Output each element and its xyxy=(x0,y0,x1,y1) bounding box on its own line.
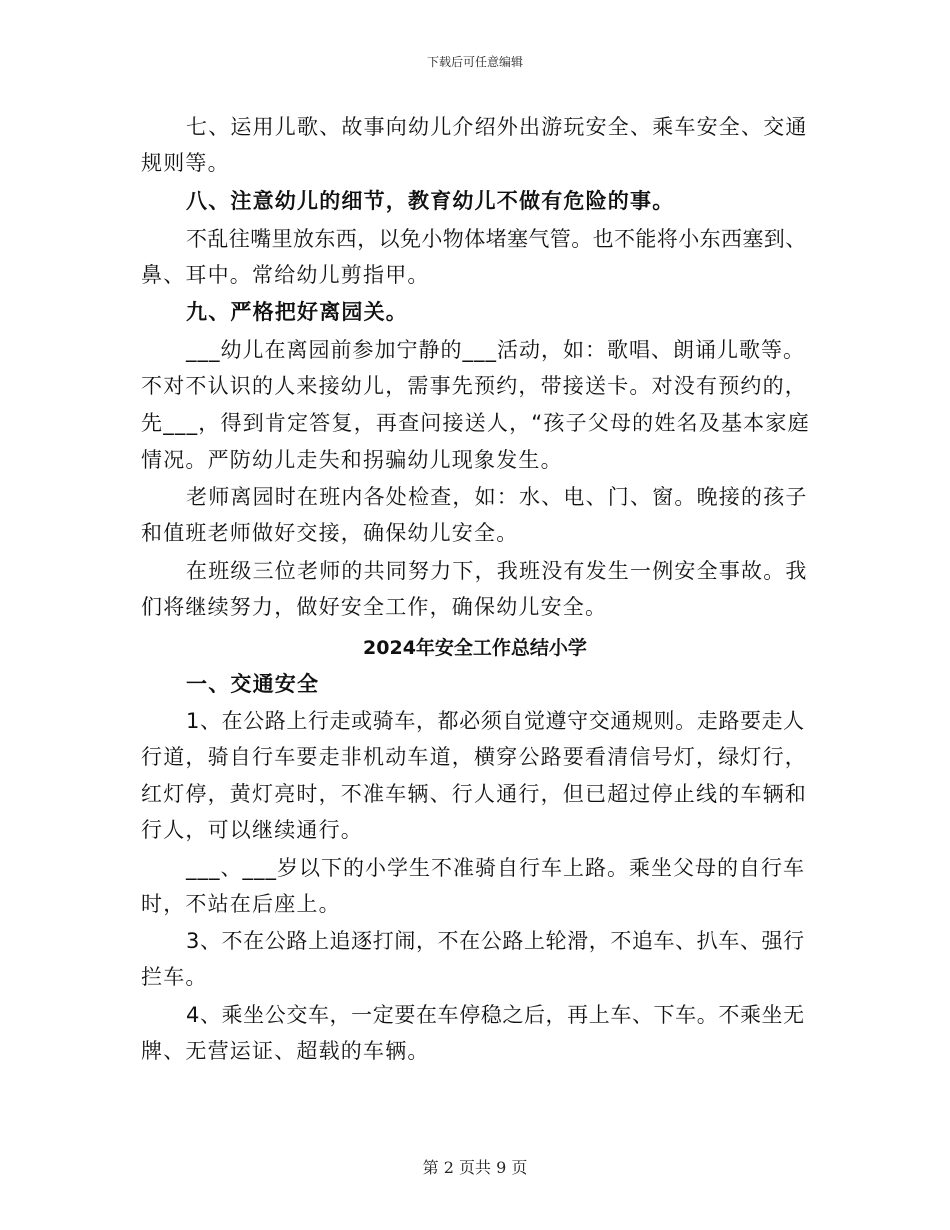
section-heading: 八、注意幼儿的细节，教育幼儿不做有危险的事。 xyxy=(186,189,675,213)
paragraph-line: 红灯停，黄灯亮时，不准车辆、行人通行，但已超过停止线的车辆和 xyxy=(141,782,807,806)
page-header: 下载后可任意编辑 xyxy=(426,55,523,69)
paragraph-line: 七、运用儿歌、故事向幼儿介绍外出游玩安全、乘车安全、交通 xyxy=(186,115,808,139)
paragraph-line: 和值班老师做好交接，确保幼儿安全。 xyxy=(141,521,519,545)
paragraph-line: 3、不在公路上追逐打闹，不在公路上轮滑，不追车、扒车、强行 xyxy=(186,929,805,953)
section-heading: 一、交通安全 xyxy=(186,672,320,696)
paragraph-line: 们将继续努力，做好安全工作，确保幼儿安全。 xyxy=(141,595,608,619)
paragraph-line: 拦车。 xyxy=(141,965,208,989)
paragraph-line: 1、在公路上行走或骑车，都必须自觉遵守交通规则。走路要走人 xyxy=(186,709,805,733)
paragraph-line: ___幼儿在离园前参加宁静的___活动，如：歌唱、朗诵儿歌等。 xyxy=(186,338,805,362)
paragraph-line: 老师离园时在班内各处检查，如：水、电、门、窗。晚接的孩子 xyxy=(186,485,808,509)
paragraph-line: 时，不站在后座上。 xyxy=(141,892,341,916)
paragraph-line: ___、___岁以下的小学生不准骑自行车上路。乘坐父母的自行车 xyxy=(186,856,805,880)
paragraph-line: 行道，骑自行车要走非机动车道，横穿公路要看清信号灯，绿灯行， xyxy=(141,745,807,769)
paragraph-line: 不乱往嘴里放东西，以免小物体堵塞气管。也不能将小东西塞到、 xyxy=(186,227,807,251)
paragraph-line: 牌、无营运证、超载的车辆。 xyxy=(141,1039,430,1063)
document-title: 2024年安全工作总结小学 xyxy=(363,637,587,659)
paragraph-line: 规则等。 xyxy=(141,151,230,175)
paragraph-line: 在班级三位老师的共同努力下，我班没有发生一例安全事故。我 xyxy=(186,559,808,583)
paragraph-line: 4、乘坐公交车，一定要在车停稳之后，再上车、下车。不乘坐无 xyxy=(186,1003,805,1027)
section-heading: 九、严格把好离园关。 xyxy=(186,300,408,324)
paragraph-line: 先___，得到肯定答复，再查问接送人，“孩子父母的姓名及基本家庭 xyxy=(141,411,810,435)
paragraph-line: 情况。严防幼儿走失和拐骗幼儿现象发生。 xyxy=(141,448,563,472)
page-footer: 第 2 页共 9 页 xyxy=(422,1158,528,1177)
paragraph-line: 不对不认识的人来接幼儿，需事先预约，带接送卡。对没有预约的， xyxy=(141,374,807,398)
paragraph-line: 鼻、耳中。常给幼儿剪指甲。 xyxy=(141,263,430,287)
paragraph-line: 行人，可以继续通行。 xyxy=(141,818,363,842)
